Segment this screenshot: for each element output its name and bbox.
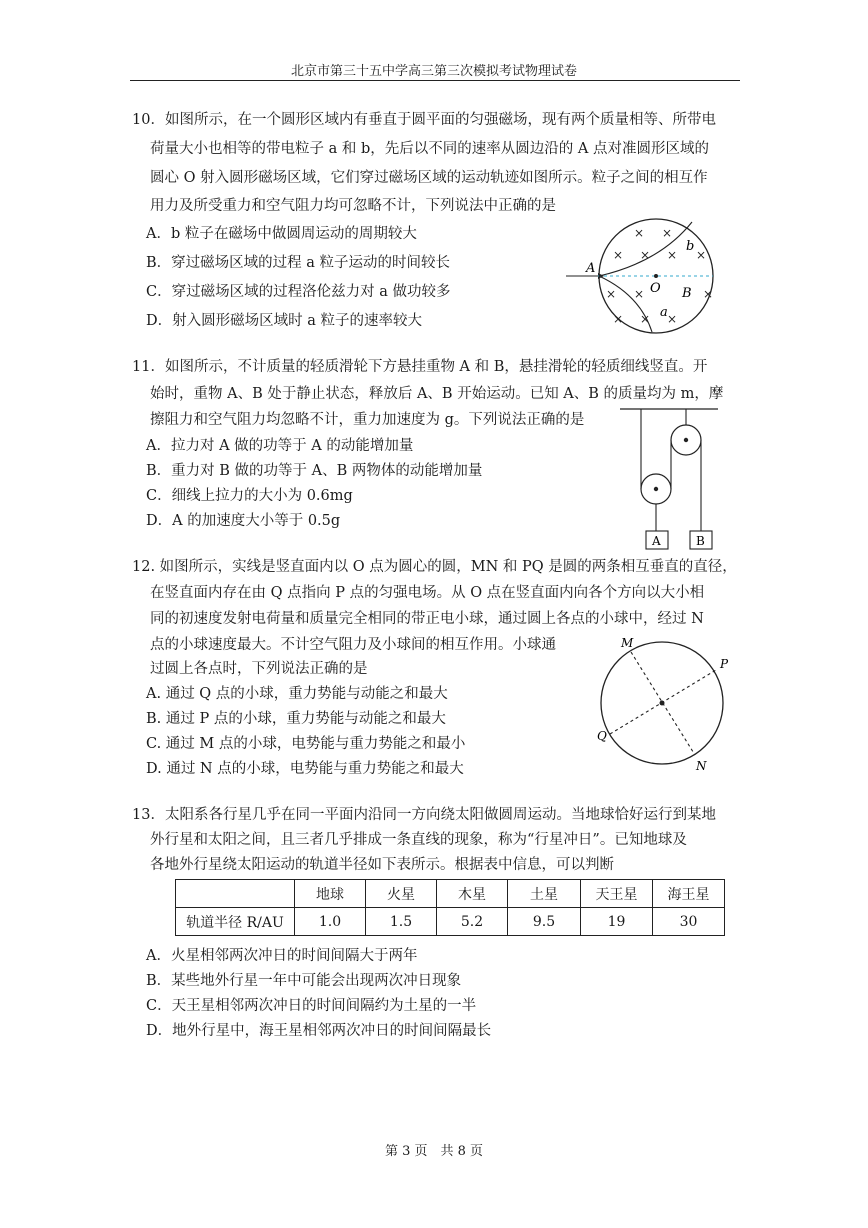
point-m-label: M: [621, 636, 634, 650]
table-header-cell: 木星: [437, 880, 508, 908]
header-divider: [130, 80, 740, 81]
block-b-label: B: [696, 534, 705, 548]
table-cell: 5.2: [437, 908, 508, 936]
table-row-label: 轨道半径 R/AU: [176, 908, 295, 936]
svg-text:×: ×: [613, 312, 624, 326]
q12-option-b[interactable]: B. 通过 P 点的小球，重力势能与动能之和最大: [146, 711, 446, 727]
svg-text:×: ×: [640, 312, 651, 326]
page-footer: 第 3 页 共 8 页: [384, 1144, 484, 1159]
svg-text:×: ×: [703, 287, 714, 301]
q11-stem-line: 始时，重物 A、B 处于静止状态，释放后 A、B 开始运动。已知 A、B 的质量均为 m，摩: [150, 386, 724, 402]
svg-text:×: ×: [662, 226, 673, 240]
table-header-cell: 土星: [508, 880, 581, 908]
q11-stem-line: 11．如图所示，不计质量的轻质滑轮下方悬挂重物 A 和 B，悬挂滑轮的轻质细线竖直。开: [132, 359, 708, 375]
table-cell: 1.0: [295, 908, 366, 936]
q12-stem-line: 12. 如图所示，实线是竖直面内以 O 点为圆心的圆，MN 和 PQ 是圆的两条相互垂直的直径，: [132, 559, 737, 575]
table-cell: 1.5: [366, 908, 437, 936]
table-header-cell: 火星: [366, 880, 437, 908]
q13-stem-line: 各地外行星绕太阳运动的轨道半径如下表所示。根据表中信息，可以判断: [150, 857, 614, 873]
q13-option-c[interactable]: C．天王星相邻两次冲日的时间间隔约为土星的一半: [146, 998, 477, 1014]
q10-stem-line: 用力及所受重力和空气阻力均可忽略不计，下列说法中正确的是: [150, 198, 556, 214]
q12-stem-line: 过圆上各点时，下列说法正确的是: [150, 661, 368, 677]
orbit-radius-table: [175, 879, 725, 936]
q13-option-b[interactable]: B．某些地外行星一年中可能会出现两次冲日现象: [146, 973, 462, 989]
q13-option-a[interactable]: A．火星相邻两次冲日的时间间隔大于两年: [146, 948, 418, 964]
page-header: 北京市第三十五中学高三第三次模拟考试物理试卷: [290, 64, 577, 79]
block-b: [690, 531, 712, 549]
q11-option-b[interactable]: B．重力对 B 做的功等于 A、B 两物体的动能增加量: [146, 463, 483, 479]
q13-option-d[interactable]: D．地外行星中，海王星相邻两次冲日的时间间隔最长: [146, 1023, 492, 1039]
table-header-cell: 地球: [295, 880, 366, 908]
table-cell: 9.5: [508, 908, 581, 936]
q10-stem-line: 圆心 O 射入圆形磁场区域，它们穿过磁场区域的运动轨迹如图所示。粒子之间的相互作: [150, 170, 708, 186]
q12-stem-line: 同的初速度发射电荷量和质量完全相同的带正电小球，通过圆上各点的小球中，经过 N: [150, 611, 704, 627]
table-header-cell: [176, 880, 295, 908]
q13-stem-line: 13．太阳系各行星几乎在同一平面内沿同一方向绕太阳做圆周运动。当地球恰好运行到某地: [132, 807, 716, 823]
svg-text:×: ×: [634, 226, 645, 240]
point-p-label: P: [720, 657, 729, 671]
point-q-label: Q: [597, 729, 607, 743]
block-a: [646, 531, 668, 549]
table-cell: 19: [581, 908, 653, 936]
q11-option-c[interactable]: C．细线上拉力的大小为 0.6mg: [146, 488, 353, 504]
point-a-label: A: [586, 261, 596, 276]
q10-stem-line: 荷量大小也相等的带电粒子 a 和 b，先后以不同的速率从圆边沿的 A 点对准圆形区域的: [150, 141, 709, 157]
q10-option-b[interactable]: B．穿过磁场区域的过程 a 粒子运动的时间较长: [146, 255, 451, 271]
q11-stem-line: 擦阻力和空气阻力均忽略不计，重力加速度为 g。下列说法正确的是: [150, 412, 585, 428]
point-n-label: N: [696, 759, 707, 773]
q13-stem-line: 外行星和太阳之间，且三者几乎排成一条直线的现象，称为“行星冲日”。已知地球及: [150, 832, 687, 848]
trajectory-b-label: b: [686, 239, 695, 254]
q12-stem-line: 在竖直面内存在由 Q 点指向 P 点的匀强电场。从 O 点在竖直面内向各个方向以大小相: [150, 585, 705, 601]
svg-text:×: ×: [667, 312, 678, 326]
q12-option-d[interactable]: D. 通过 N 点的小球，电势能与重力势能之和最大: [146, 761, 464, 777]
center-o-label: O: [650, 281, 661, 296]
q11-option-a[interactable]: A．拉力对 A 做的功等于 A 的动能增加量: [146, 438, 414, 454]
q11-option-d[interactable]: D．A 的加速度大小等于 0.5g: [146, 513, 341, 529]
table-row: [176, 908, 725, 936]
block-a-label: A: [652, 534, 661, 548]
table-header-row: [176, 880, 725, 908]
q12-option-a[interactable]: A. 通过 Q 点的小球，重力势能与动能之和最大: [146, 686, 448, 702]
svg-text:×: ×: [640, 248, 651, 262]
point-b-label: B: [682, 286, 692, 301]
table-cell: 30: [653, 908, 725, 936]
trajectory-a-label: a: [660, 305, 668, 320]
svg-text:×: ×: [613, 248, 624, 262]
svg-text:×: ×: [606, 287, 617, 301]
q12-option-c[interactable]: C. 通过 M 点的小球，电势能与重力势能之和最小: [146, 736, 466, 752]
q10-option-a[interactable]: A．b 粒子在磁场中做圆周运动的周期较大: [146, 226, 417, 242]
svg-text:×: ×: [667, 248, 678, 262]
table-header-cell: 海王星: [653, 880, 725, 908]
q10-option-d[interactable]: D．射入圆形磁场区域时 a 粒子的速率较大: [146, 313, 422, 329]
svg-text:×: ×: [634, 287, 645, 301]
table-header-cell: 天王星: [581, 880, 653, 908]
q10-option-c[interactable]: C．穿过磁场区域的过程洛伦兹力对 a 做功较多: [146, 284, 451, 300]
svg-text:×: ×: [696, 248, 707, 262]
field-cross-marks: [606, 226, 713, 326]
q10-stem-line: 10．如图所示，在一个圆形区域内有垂直于圆平面的匀强磁场，现有两个质量相等、所带电: [132, 112, 716, 128]
q12-stem-line: 点的小球速度最大。不计空气阻力及小球间的相互作用。小球通: [150, 637, 556, 653]
